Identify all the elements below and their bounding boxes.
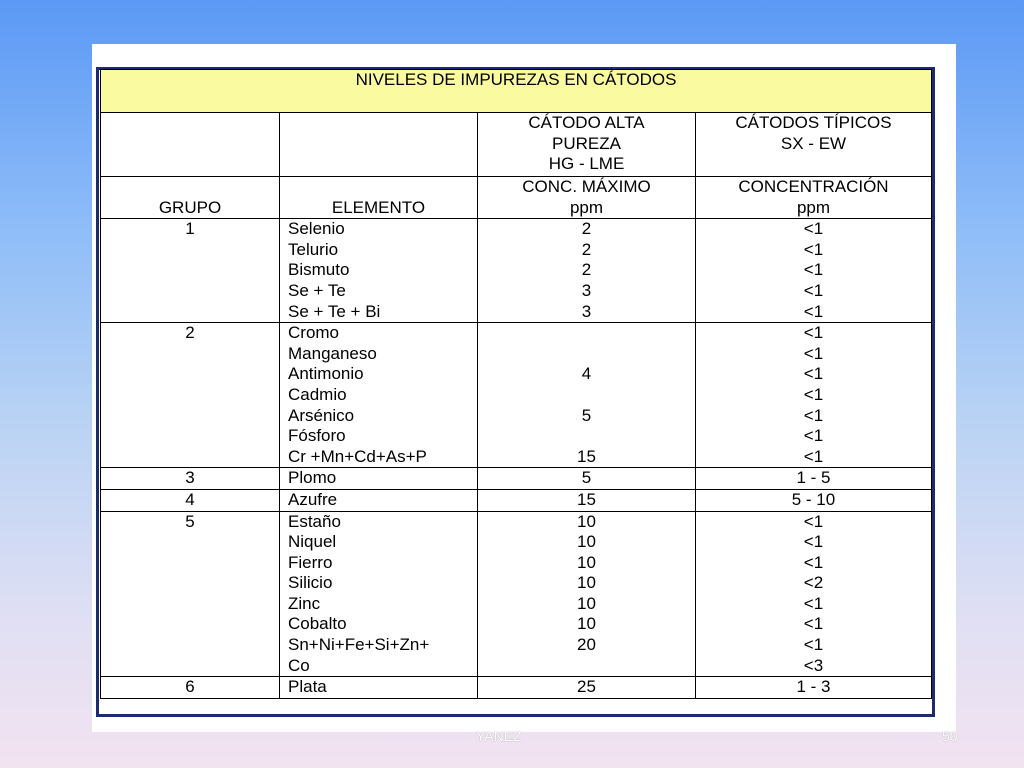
max-concentration xyxy=(478,426,695,447)
footer-author: YANEZ xyxy=(476,728,522,744)
slide xyxy=(92,44,956,732)
element-name-cell xyxy=(280,219,478,323)
max-concentration: 3 xyxy=(581,280,592,300)
spacer-cell xyxy=(101,698,932,719)
max-concentration: 10 xyxy=(577,532,596,552)
typical-concentration: <1 xyxy=(803,532,824,552)
group-number: 1 xyxy=(101,219,280,323)
max-concentration xyxy=(478,344,695,365)
table-title: NIVELES DE IMPUREZAS EN CÁTODOS xyxy=(101,70,932,113)
typical-concentration: <1 xyxy=(803,280,824,300)
max-concentration: 10 xyxy=(577,573,596,593)
element-name-cell xyxy=(280,511,478,677)
table-footer-spacer xyxy=(101,698,932,719)
element-name-cell xyxy=(280,468,478,490)
table-row xyxy=(101,677,932,699)
max-concentration: 10 xyxy=(577,511,596,531)
typical-concentration: <1 xyxy=(803,384,824,404)
typical-concentration-cell xyxy=(696,219,932,323)
typical-concentration: <1 xyxy=(803,593,824,613)
max-concentration-cell xyxy=(478,323,696,468)
typical-concentration-cell xyxy=(696,468,932,490)
typical-concentration: 1 - 5 xyxy=(796,468,831,488)
max-concentration: 20 xyxy=(577,635,596,655)
element-name: Manganeso xyxy=(288,343,377,363)
element-name: Silicio xyxy=(288,573,333,593)
max-concentration-cell xyxy=(478,511,696,677)
element-name: Cr +Mn+Cd+As+P xyxy=(288,446,427,466)
header-conc-maximo: CONC. MÁXIMO ppm xyxy=(478,177,696,219)
table-row xyxy=(101,323,932,468)
header-catodos-tipicos: CÁTODOS TÍPICOS SX - EW xyxy=(696,113,932,177)
max-concentration-cell xyxy=(478,489,696,511)
element-name: Cobalto xyxy=(288,614,347,634)
max-concentration xyxy=(478,385,695,406)
element-name: Plomo xyxy=(288,468,337,488)
group-number: 6 xyxy=(101,677,280,699)
table-row xyxy=(101,489,932,511)
max-concentration-cell xyxy=(478,219,696,323)
table-row xyxy=(101,468,932,490)
typical-concentration-cell xyxy=(696,323,932,468)
typical-concentration-cell xyxy=(696,489,932,511)
element-name-cell xyxy=(280,323,478,468)
element-name-cell xyxy=(280,677,478,699)
max-concentration: 15 xyxy=(577,446,596,466)
max-concentration: 10 xyxy=(577,552,596,572)
element-name: Zinc xyxy=(288,593,321,613)
max-concentration-cell xyxy=(478,677,696,699)
max-concentration: 25 xyxy=(577,677,596,697)
typical-concentration: <1 xyxy=(803,552,824,572)
group-number: 2 xyxy=(101,323,280,468)
element-name: Estaño xyxy=(288,511,341,531)
typical-concentration: <1 xyxy=(803,511,824,531)
header-concentracion: CONCENTRACIÓN ppm xyxy=(696,177,932,219)
typical-concentration: <1 xyxy=(803,301,824,321)
max-concentration: 15 xyxy=(577,489,596,509)
typical-concentration: <1 xyxy=(803,426,824,446)
max-concentration: 3 xyxy=(581,301,592,321)
table-row xyxy=(101,219,932,323)
element-name-cell xyxy=(280,489,478,511)
typical-concentration: <3 xyxy=(803,655,824,675)
element-name: Antimonio xyxy=(288,364,364,384)
typical-concentration: <1 xyxy=(803,446,824,466)
typical-concentration: <2 xyxy=(803,573,824,593)
element-name: Arsénico xyxy=(288,405,355,425)
typical-concentration: <1 xyxy=(803,364,824,384)
typical-concentration: <1 xyxy=(803,635,824,655)
group-number: 4 xyxy=(101,489,280,511)
element-name: Co xyxy=(288,655,310,675)
header-empty-elemento xyxy=(280,113,478,177)
header-row-bottom xyxy=(101,177,932,219)
typical-concentration: <1 xyxy=(803,219,824,239)
header-row-top xyxy=(101,113,932,177)
typical-concentration: <1 xyxy=(803,405,824,425)
element-name: Sn+Ni+Fe+Si+Zn+ xyxy=(288,635,430,655)
max-concentration-cell xyxy=(478,468,696,490)
max-concentration: 2 xyxy=(581,239,592,259)
impurities-table xyxy=(100,69,932,719)
element-name: Niquel xyxy=(288,532,337,552)
header-catodo-alta-pureza: CÁTODO ALTA PUREZA HG - LME xyxy=(478,113,696,177)
header-elemento: ELEMENTO xyxy=(280,177,478,219)
element-name: Fósforo xyxy=(288,426,346,446)
header-empty-grupo xyxy=(101,113,280,177)
typical-concentration: <1 xyxy=(803,323,824,343)
element-name: Se + Te xyxy=(288,280,346,300)
element-name: Cadmio xyxy=(288,384,347,404)
table-row xyxy=(101,511,932,677)
typical-concentration: <1 xyxy=(803,343,824,363)
header-grupo: GRUPO xyxy=(101,177,280,219)
max-concentration: 4 xyxy=(581,364,592,384)
typical-concentration: 1 - 3 xyxy=(796,677,831,697)
max-concentration xyxy=(478,323,695,344)
max-concentration: 10 xyxy=(577,614,596,634)
element-name: Telurio xyxy=(288,239,339,259)
group-number: 5 xyxy=(101,511,280,677)
footer-page-number: 50 xyxy=(942,728,958,744)
element-name: Selenio xyxy=(288,219,345,239)
typical-concentration-cell xyxy=(696,511,932,677)
typical-concentration: <1 xyxy=(803,239,824,259)
element-name: Azufre xyxy=(288,489,338,509)
max-concentration: 5 xyxy=(581,468,592,488)
group-number: 3 xyxy=(101,468,280,490)
max-concentration: 10 xyxy=(577,593,596,613)
element-name: Plata xyxy=(288,677,327,697)
max-concentration: 2 xyxy=(581,219,592,239)
typical-concentration: <1 xyxy=(803,614,824,634)
element-name: Se + Te + Bi xyxy=(288,301,381,321)
typical-concentration-cell xyxy=(696,677,932,699)
max-concentration xyxy=(478,656,695,677)
typical-concentration: 5 - 10 xyxy=(791,489,836,509)
element-name: Fierro xyxy=(288,552,333,572)
element-name: Bismuto xyxy=(288,260,350,280)
max-concentration: 5 xyxy=(581,405,592,425)
typical-concentration: <1 xyxy=(803,260,824,280)
element-name: Cromo xyxy=(288,323,340,343)
max-concentration: 2 xyxy=(581,260,592,280)
